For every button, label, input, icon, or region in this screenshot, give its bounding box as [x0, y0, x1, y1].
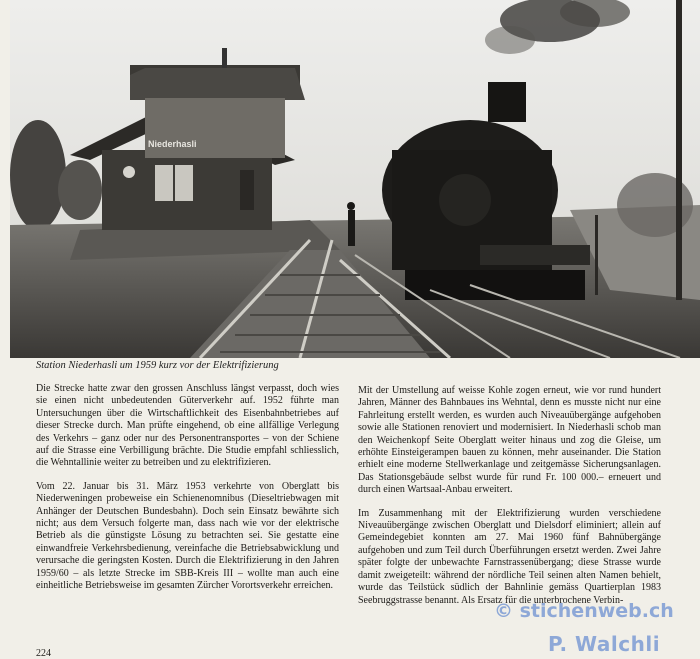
station-sign-text: Niederhasli [148, 139, 197, 149]
right-text-column [358, 385, 661, 618]
photo-caption: Station Niederhasli um 1959 kurz vor der Elektrifizierung [36, 360, 279, 371]
paragraph: Die Strecke hatte zwar den grossen Anschluss längst verpasst, doch wies sie einen nicht unbedeutenden Güterverkehr auf. 1952 führte man Untersuchungen über die Wirtschaftlichkeit des Eisenbahnbetriebes auf dieser Strecke durch. Man prüfte eingehend, ob eine allfällige Verlegung des Verkehrs – ganz oder nur des Personentransportes – von der Schiene auf die Strasse eine Verbilligung brächte. Die Studie empfahl schliesslich, die Wehntallinie weiter zu betreiben und zu elektrifizieren. [36, 383, 339, 469]
left-text-column [36, 383, 339, 604]
page-number: 224 [36, 648, 51, 659]
paragraph: Im Zusammenhang mit der Elektrifizierung wurden verschiedene Niveauübergänge zwischen Oberglatt und Dielsdorf eliminiert; allein auf Gemeindegebiet konnten am 27. Mai 1960 fünf Bahnübergänge aufgehoben und zum Teil durch Überführungen ersetzt werden. Zwei Jahre später folgte der unbewachte Farnstrassenübergang; diese Strasse wurde damit zweigeteilt: während der nördliche Teil seinen alten Namen behielt, wurde das Teilstück südlich der Bahnlinie gemäss Quartierplan 1983 Seebruggstrasse benannt. Als Ersatz für die unterbrochene Verbin- [358, 507, 661, 606]
watermark-url: © stichenweb.ch [494, 600, 674, 622]
watermark-name: P. Walchli [548, 632, 661, 656]
paragraph: Mit der Umstellung auf weisse Kohle zogen erneut, wie vor rund hundert Jahren, Männer des Bahnbaues ins Wehntal, denn es musste nicht nur eine Fahrleitung erstellt werden, es wurden auch Niveauübergänge aufgehoben sowie alle Stationen renoviert und modernisiert. In Niederhasli schob man den Weichenkopf Seite Oberglatt weiter hinaus und zog die Gleise, um erhöhte Einsteigerampen bauen zu können, mehr auseinander. Die Station erhielt eine moderne Stellwerkanlage und zeitgemässe Sicherungsanlagen. Das Stationsgebäude selbst wurde für rund Fr. 100 000.– erneuert und durch einen Wartsaal-Anbau erweitert. [358, 385, 661, 496]
station-photo [10, 0, 700, 358]
paragraph: Vom 22. Januar bis 31. März 1953 verkehrte von Oberglatt bis Niederweningen probeweise ein Schienenomnibus (Dieseltriebwagen mit Anhänger der Deutschen Bundesbahn). Doch sein Einsatz bewährte sich nicht; aus dem Versuch folgerte man, dass nach wie vor der elektrische Betrieb als die günstigste Lösung zu betrachten sei. Sie gestatte eine einwandfreie Verkehrsbedienung, vereinfache die Betriebsabwicklung und verursache die geringsten Kosten. Durch die Elektrifizierung in den Jahren 1959/60 – als letzte Strecke im SBB-Kreis III – wollte man auch eine einheitliche Betriebsweise im gesamten Zürcher Vorortsverkehr erreichen. [36, 480, 339, 592]
